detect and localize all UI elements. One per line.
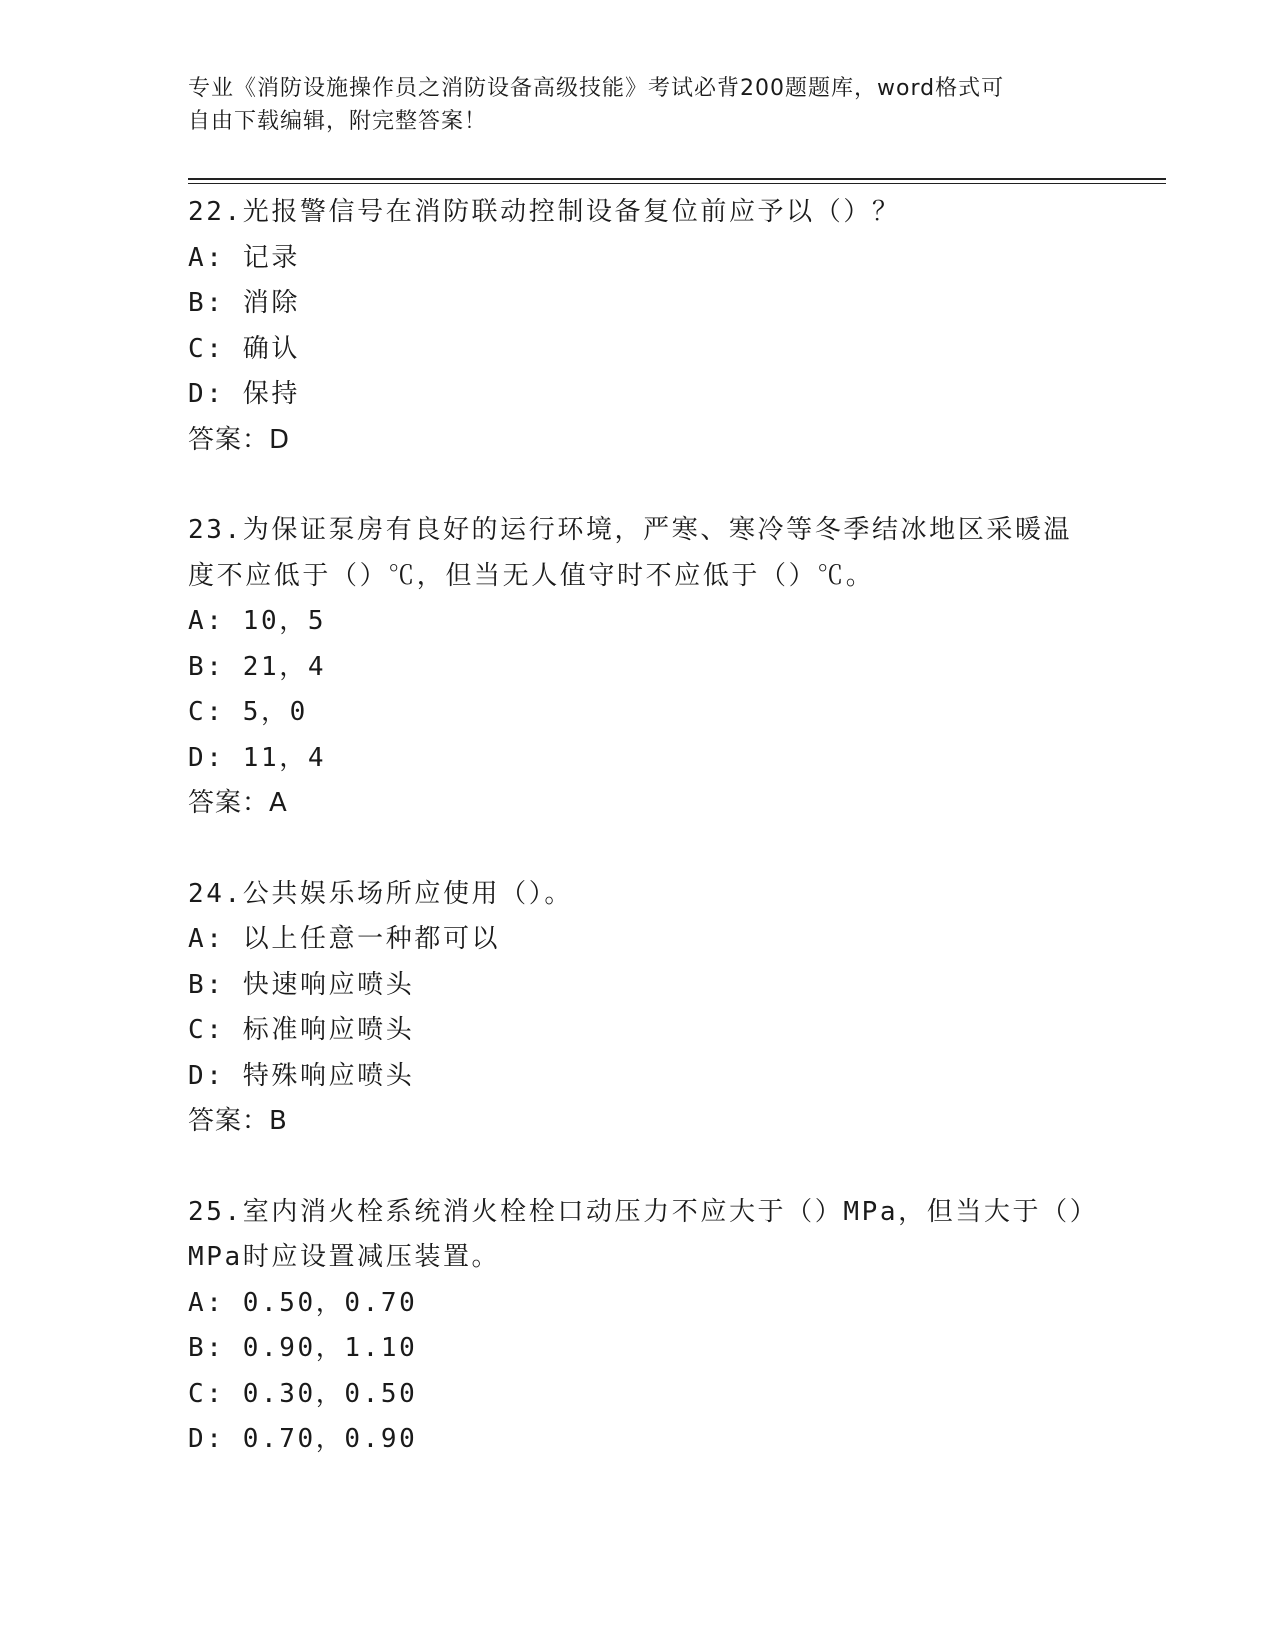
- option-d: D: 11，4: [188, 742, 327, 773]
- answer: 答案：A: [188, 788, 288, 818]
- option-b: B: 0.90，1.10: [188, 1333, 418, 1363]
- header-line-2: 自由下载编辑，附完整答案！: [188, 109, 488, 134]
- question-text: 22.光报警信号在消防联动控制设备复位前应予以（）？: [188, 197, 901, 227]
- option-b: B: 消除: [188, 288, 300, 318]
- option-a: A: 10，5: [188, 606, 327, 636]
- option-b: B: 快速响应喷头: [188, 969, 415, 1000]
- option-a: A: 0.50，0.70: [188, 1287, 418, 1318]
- header-line-1: 专业《消防设施操作员之消防设备高级技能》考试必背200题题库，word格式可: [188, 76, 1005, 101]
- answer: 答案：D: [188, 424, 291, 455]
- question-25: [188, 1190, 1088, 1463]
- answer: 答案：B: [188, 1106, 288, 1136]
- option-c: C: 0.30，0.50: [188, 1378, 418, 1409]
- question-23: [188, 508, 1088, 827]
- question-text: 23.为保证泵房有良好的运行环境，严寒、寒冷等冬季结冰地区采暖温度不应低于（）℃，但当无人值守时不应低于（）℃。: [188, 515, 1073, 591]
- option-d: D: 保持: [188, 379, 300, 409]
- question-22: [188, 190, 1088, 463]
- header-divider-thin: [188, 183, 1166, 184]
- option-a: A: 记录: [188, 242, 300, 273]
- document-header: [188, 72, 1088, 138]
- question-text: 24.公共娱乐场所应使用（）。: [188, 878, 573, 909]
- option-d: D: 0.70，0.90: [188, 1424, 418, 1454]
- option-c: C: 5，0: [188, 697, 308, 727]
- option-d: D: 特殊响应喷头: [188, 1060, 415, 1091]
- header-divider-thick: [188, 178, 1166, 180]
- option-b: B: 21，4: [188, 651, 327, 682]
- question-text: 25.室内消火栓系统消火栓栓口动压力不应大于（）MPa，但当大于（）MPa时应设置减压装置。: [188, 1196, 1086, 1272]
- question-list: [188, 190, 1088, 1463]
- question-24: [188, 872, 1088, 1145]
- option-c: C: 标准响应喷头: [188, 1015, 415, 1045]
- option-c: C: 确认: [188, 333, 300, 364]
- option-a: A: 以上任意一种都可以: [188, 924, 501, 954]
